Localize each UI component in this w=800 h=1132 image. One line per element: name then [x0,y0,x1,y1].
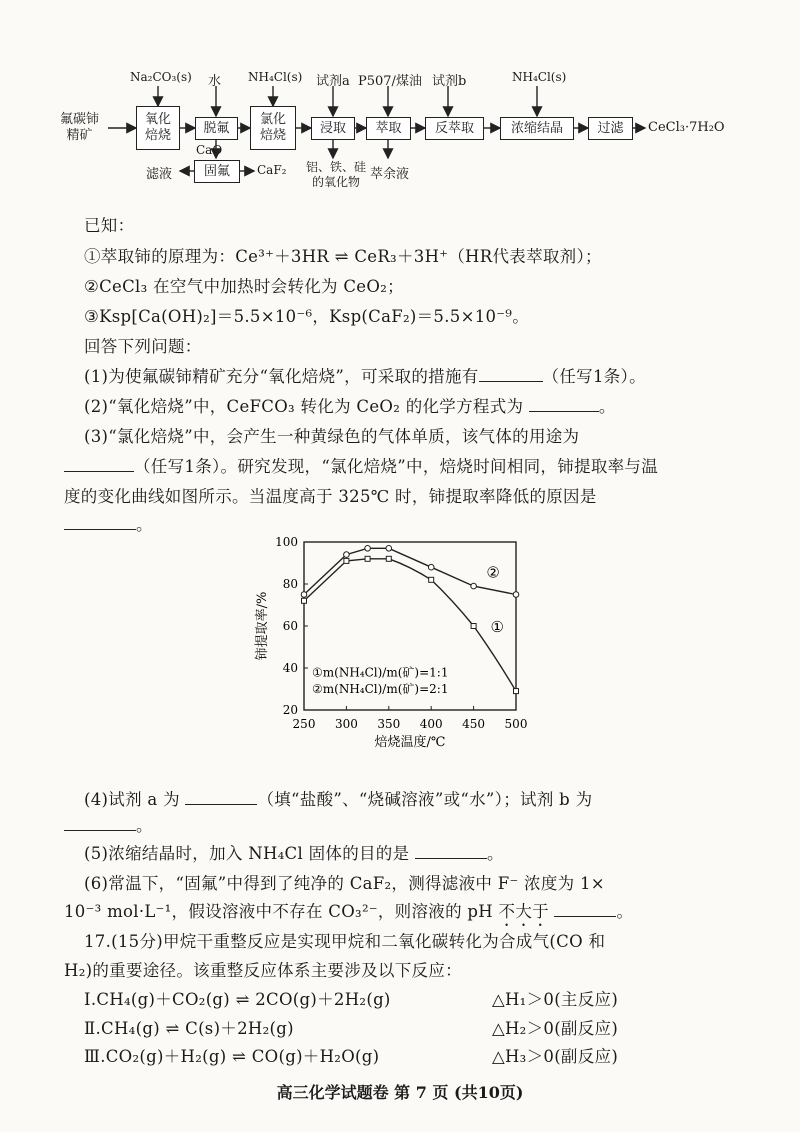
reagent-water: 水 [208,74,222,89]
x-tick-label-5: 500 [504,717,528,731]
q5-answer-blank[interactable] [415,857,487,859]
q4-text-c: 。 [136,816,153,835]
reaction-1: Ⅰ.CH₄(g)＋CO₂(g) ⇌ 2CO(g)＋2H₂(g) [84,990,391,1009]
reagent-a: 试剂a [316,74,350,89]
y-tick-label-4: 100 [275,535,298,549]
q6-text-d: 。 [616,902,634,921]
box-chlor-roast-line1: 氯化 [259,112,286,127]
series-2-point-6 [513,592,519,598]
box-back-extract: 反萃取 [425,117,484,140]
series-2-point-3 [386,546,392,552]
question-5 [84,840,504,864]
q1-answer-blank[interactable] [479,380,543,382]
q1-text-a: (1)为使氟碳铈精矿充分“氧化焙烧”，可采取的措施有 [84,367,479,386]
reagent-p507: P507/煤油 [358,74,422,89]
series-1-point-2 [365,556,370,561]
box-extract: 萃取 [366,117,411,140]
question-4-line-2 [64,812,153,836]
question-6-line-1: (6)常温下，“固氟”中得到了纯净的 CaF₂，测得滤液中 F⁻ 浓度为 1× [84,874,605,893]
box-leach: 浸取 [311,117,355,140]
series-2-point-0 [301,592,307,598]
box-fix-fluor: 固氟 [194,160,240,183]
y-tick-label-2: 60 [282,619,298,633]
q3-answer-blank-2[interactable] [64,528,136,530]
series-2-marker: ② [486,563,500,582]
q3-text-b: （任写1条）。研究发现，“氯化焙烧”中，焙烧时间相同，铈提取率与温 [134,457,659,476]
reaction-1-dh: △H₁＞0(主反应) [492,990,619,1009]
q2-text-a: (2)“氧化焙烧”中，CeFCO₃ 转化为 CeO₂ 的化学方程式为 [84,397,524,416]
q4-answer-blank-a[interactable] [185,803,257,805]
answer-title: 回答下列问题： [84,337,202,356]
q3-text-d: 。 [136,515,153,534]
reaction-2-dh: △H₂＞0(副反应) [492,1019,619,1038]
question-6-line-2 [64,898,633,930]
reaction-2: Ⅱ.CH₄(g) ⇌ C(s)＋2H₂(g) [84,1019,294,1038]
question-17-line-2: H₂)的重要途径。该重整反应体系主要涉及以下反应： [64,961,462,980]
q5-text-a: (5)浓缩结晶时，加入 NH₄Cl 固体的目的是 [84,844,410,863]
series-1-point-1 [344,558,349,563]
y-tick-label-0: 20 [282,703,298,717]
question-3-line-1: (3)“氯化焙烧”中，会产生一种黄绿色的气体单质，该气体的用途为 [84,427,580,446]
x-tick-label-1: 300 [334,717,358,731]
y-axis-label: 铈提取率/% [255,591,270,661]
known-title: 已知： [84,216,135,235]
product-label: CeCl₃·7H₂O [648,120,725,135]
reaction-3-dh: △H₃＞0(副反应) [492,1047,619,1066]
legend-series-1: ①m(NH₄Cl)/m(矿)=1:1 [312,665,449,680]
reagent-na2co3: Na₂CO₃(s) [130,70,192,84]
series-1-point-6 [514,689,519,694]
reagent-nh4cl-2: NH₄Cl(s) [512,70,567,84]
flowchart [0,0,800,205]
feed-line-1: 氟碳铈 [60,112,100,127]
series-2-point-4 [428,564,434,570]
question-3-line-4 [64,511,153,535]
reagent-nh4cl-1: NH₄Cl(s) [248,70,303,84]
box-chlor-roast-line2: 焙烧 [259,128,286,143]
q4-answer-blank-b[interactable] [64,829,136,831]
reagent-b: 试剂b [432,74,467,89]
question-1 [84,363,646,387]
x-tick-label-3: 400 [419,717,443,731]
q5-text-b: 。 [486,844,504,863]
series-1-point-3 [386,556,391,561]
q4-text-a: (4)试剂 a 为 [84,790,180,809]
series-2-point-2 [365,546,371,552]
legend-series-2: ②m(NH₄Cl)/m(矿)=2:1 [312,682,449,697]
series-1-point-5 [471,624,476,629]
oxides-line-2: 的氧化物 [312,175,361,189]
series-2-point-5 [471,583,477,589]
y-tick-label-3: 80 [282,577,298,591]
q6-answer-blank[interactable] [554,915,616,917]
oxides-label [306,160,366,190]
box-oxid-roast-line2: 焙烧 [144,128,171,143]
box-oxid-roast [136,106,180,150]
y-tick-label-1: 40 [282,661,298,675]
question-3-line-3: 度的变化曲线如图所示。当温度高于 325℃ 时，铈提取率降低的原因是 [64,487,597,506]
question-2 [84,393,616,417]
box-concentrate: 浓缩结晶 [500,117,574,140]
caf2-label: CaF₂ [257,163,287,177]
series-1-point-4 [429,577,434,582]
series-1-marker: ① [490,618,505,636]
known-1: ①萃取铈的原理为：Ce³⁺＋3HR ⇌ CeR₃＋3H⁺（HR代表萃取剂）； [84,247,602,266]
q6-text-b: 10⁻³ mol·L⁻¹，假设溶液中不存在 CO₃²⁻，则溶液的 pH [64,902,493,921]
box-filter: 过滤 [588,117,633,140]
q1-text-b: （任写1条）。 [542,367,646,386]
known-2: ②CeCl₃ 在空气中加热时会转化为 CeO₂； [84,277,404,296]
q6-emphasis: 不大于 [498,902,549,921]
extraction-rate-chart [250,528,540,776]
filtrate-label: 滤液 [146,167,173,182]
reaction-3: Ⅲ.CO₂(g)＋H₂(g) ⇌ CO(g)＋H₂O(g) [84,1047,380,1066]
q2-answer-blank[interactable] [529,410,599,412]
x-tick-label-4: 450 [462,717,486,731]
x-tick-label-2: 350 [377,717,401,731]
feed-line-2: 精矿 [66,128,93,143]
series-2-point-1 [344,552,350,558]
series-1-point-0 [302,598,307,603]
box-chlor-roast [250,106,296,150]
box-oxid-roast-line1: 氧化 [144,112,171,127]
question-3-line-2 [64,453,658,477]
x-axis-label: 焙烧温度/℃ [374,735,446,750]
box-defluor: 脱氟 [195,117,238,140]
page-footer: 高三化学试题卷 第 7 页 (共10页) [276,1083,524,1102]
question-4-line-1 [84,786,592,810]
known-3: ③Ksp[Ca(OH)₂]＝5.5×10⁻⁶，Ksp(CaF₂)＝5.5×10⁻⁹。 [84,307,530,326]
oxides-line-1: 铝、铁、硅 [306,160,367,174]
question-17-line-1: 17.(15分)甲烷干重整反应是实现甲烷和二氧化碳转化为合成气(CO 和 [84,932,606,951]
q4-text-b: （填“盐酸”、“烧碱溶液”或“水”）；试剂 b 为 [257,790,593,809]
feed-label [60,112,99,144]
raffinate-label: 萃余液 [370,167,410,182]
q2-text-b: 。 [598,397,616,416]
q3-answer-blank-1[interactable] [64,470,134,472]
x-tick-label-0: 250 [292,717,316,731]
cao-label: CaO [196,143,223,157]
